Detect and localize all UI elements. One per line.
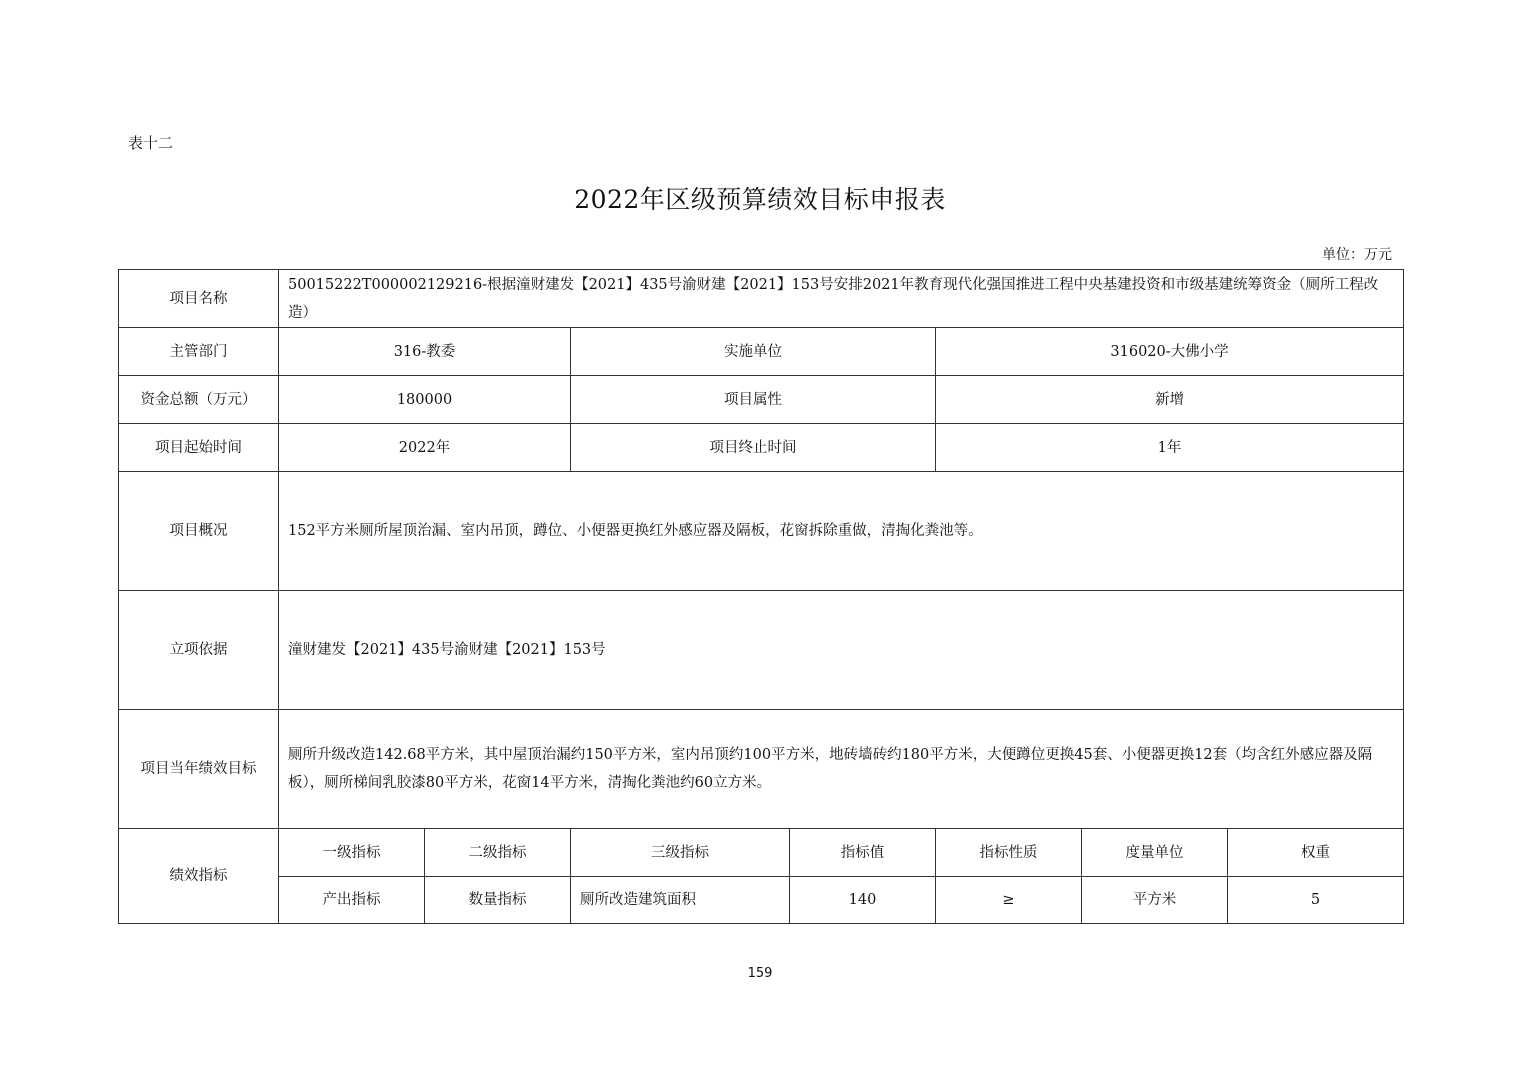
row-time (119, 424, 1404, 472)
indicator-unit: 平方米 (1082, 877, 1228, 924)
basis-value: 潼财建发【2021】435号渝财建【2021】153号 (279, 591, 1404, 710)
end-time-value: 1年 (936, 424, 1404, 472)
dept-label: 主管部门 (119, 328, 279, 376)
row-funds (119, 376, 1404, 424)
attribute-value: 新增 (936, 376, 1404, 424)
overview-label: 项目概况 (119, 472, 279, 591)
row-project-name (119, 270, 1404, 328)
header-level2: 二级指标 (425, 829, 571, 877)
row-indicator-header (119, 829, 1404, 877)
impl-unit-label: 实施单位 (571, 328, 936, 376)
row-basis (119, 591, 1404, 710)
page-title: 2022年区级预算绩效目标申报表 (574, 185, 946, 214)
funds-label: 资金总额（万元） (119, 376, 279, 424)
indicator-value: 140 (790, 877, 936, 924)
header-value: 指标值 (790, 829, 936, 877)
indicators-label: 绩效指标 (119, 829, 279, 924)
header-unit: 度量单位 (1082, 829, 1228, 877)
row-annual-goal (119, 710, 1404, 829)
table-number: 表十二 (128, 134, 174, 152)
budget-form-table (118, 269, 1404, 924)
overview-value: 152平方米厕所屋顶治漏、室内吊顶，蹲位、小便器更换红外感应器及隔板，花窗拆除重做，清掏化粪池等。 (279, 472, 1404, 591)
project-name-label: 项目名称 (119, 270, 279, 328)
indicator-nature: ≥ (936, 877, 1082, 924)
attribute-label: 项目属性 (571, 376, 936, 424)
funds-value: 180000 (279, 376, 571, 424)
header-weight: 权重 (1228, 829, 1404, 877)
start-time-label: 项目起始时间 (119, 424, 279, 472)
dept-value: 316-教委 (279, 328, 571, 376)
header-nature: 指标性质 (936, 829, 1082, 877)
start-time-value: 2022年 (279, 424, 571, 472)
project-name-value: 50015222T000002129216-根据潼财建发【2021】435号渝财建【2021】153号安排2021年教育现代化强国推进工程中央基建投资和市级基建统筹资金（厕所工程改造） (279, 270, 1404, 328)
page-number: 159 (747, 966, 773, 981)
indicator-level2: 数量指标 (425, 877, 571, 924)
unit-label: 单位：万元 (1322, 247, 1392, 263)
goal-label: 项目当年绩效目标 (119, 710, 279, 829)
indicator-level3: 厕所改造建筑面积 (571, 877, 790, 924)
basis-label: 立项依据 (119, 591, 279, 710)
goal-value: 厕所升级改造142.68平方米，其中屋顶治漏约150平方米，室内吊顶约100平方米，地砖墙砖约180平方米，大便蹲位更换45套、小便器更换12套（均含红外感应器及隔板），厕所梯间乳胶漆80平方米，花窗14平方米，清掏化粪池约60立方米。 (279, 710, 1404, 829)
indicator-level1: 产出指标 (279, 877, 425, 924)
header-level3: 三级指标 (571, 829, 790, 877)
row-department (119, 328, 1404, 376)
row-overview (119, 472, 1404, 591)
impl-unit-value: 316020-大佛小学 (936, 328, 1404, 376)
end-time-label: 项目终止时间 (571, 424, 936, 472)
table-row (119, 877, 1404, 924)
indicator-weight: 5 (1228, 877, 1404, 924)
header-level1: 一级指标 (279, 829, 425, 877)
